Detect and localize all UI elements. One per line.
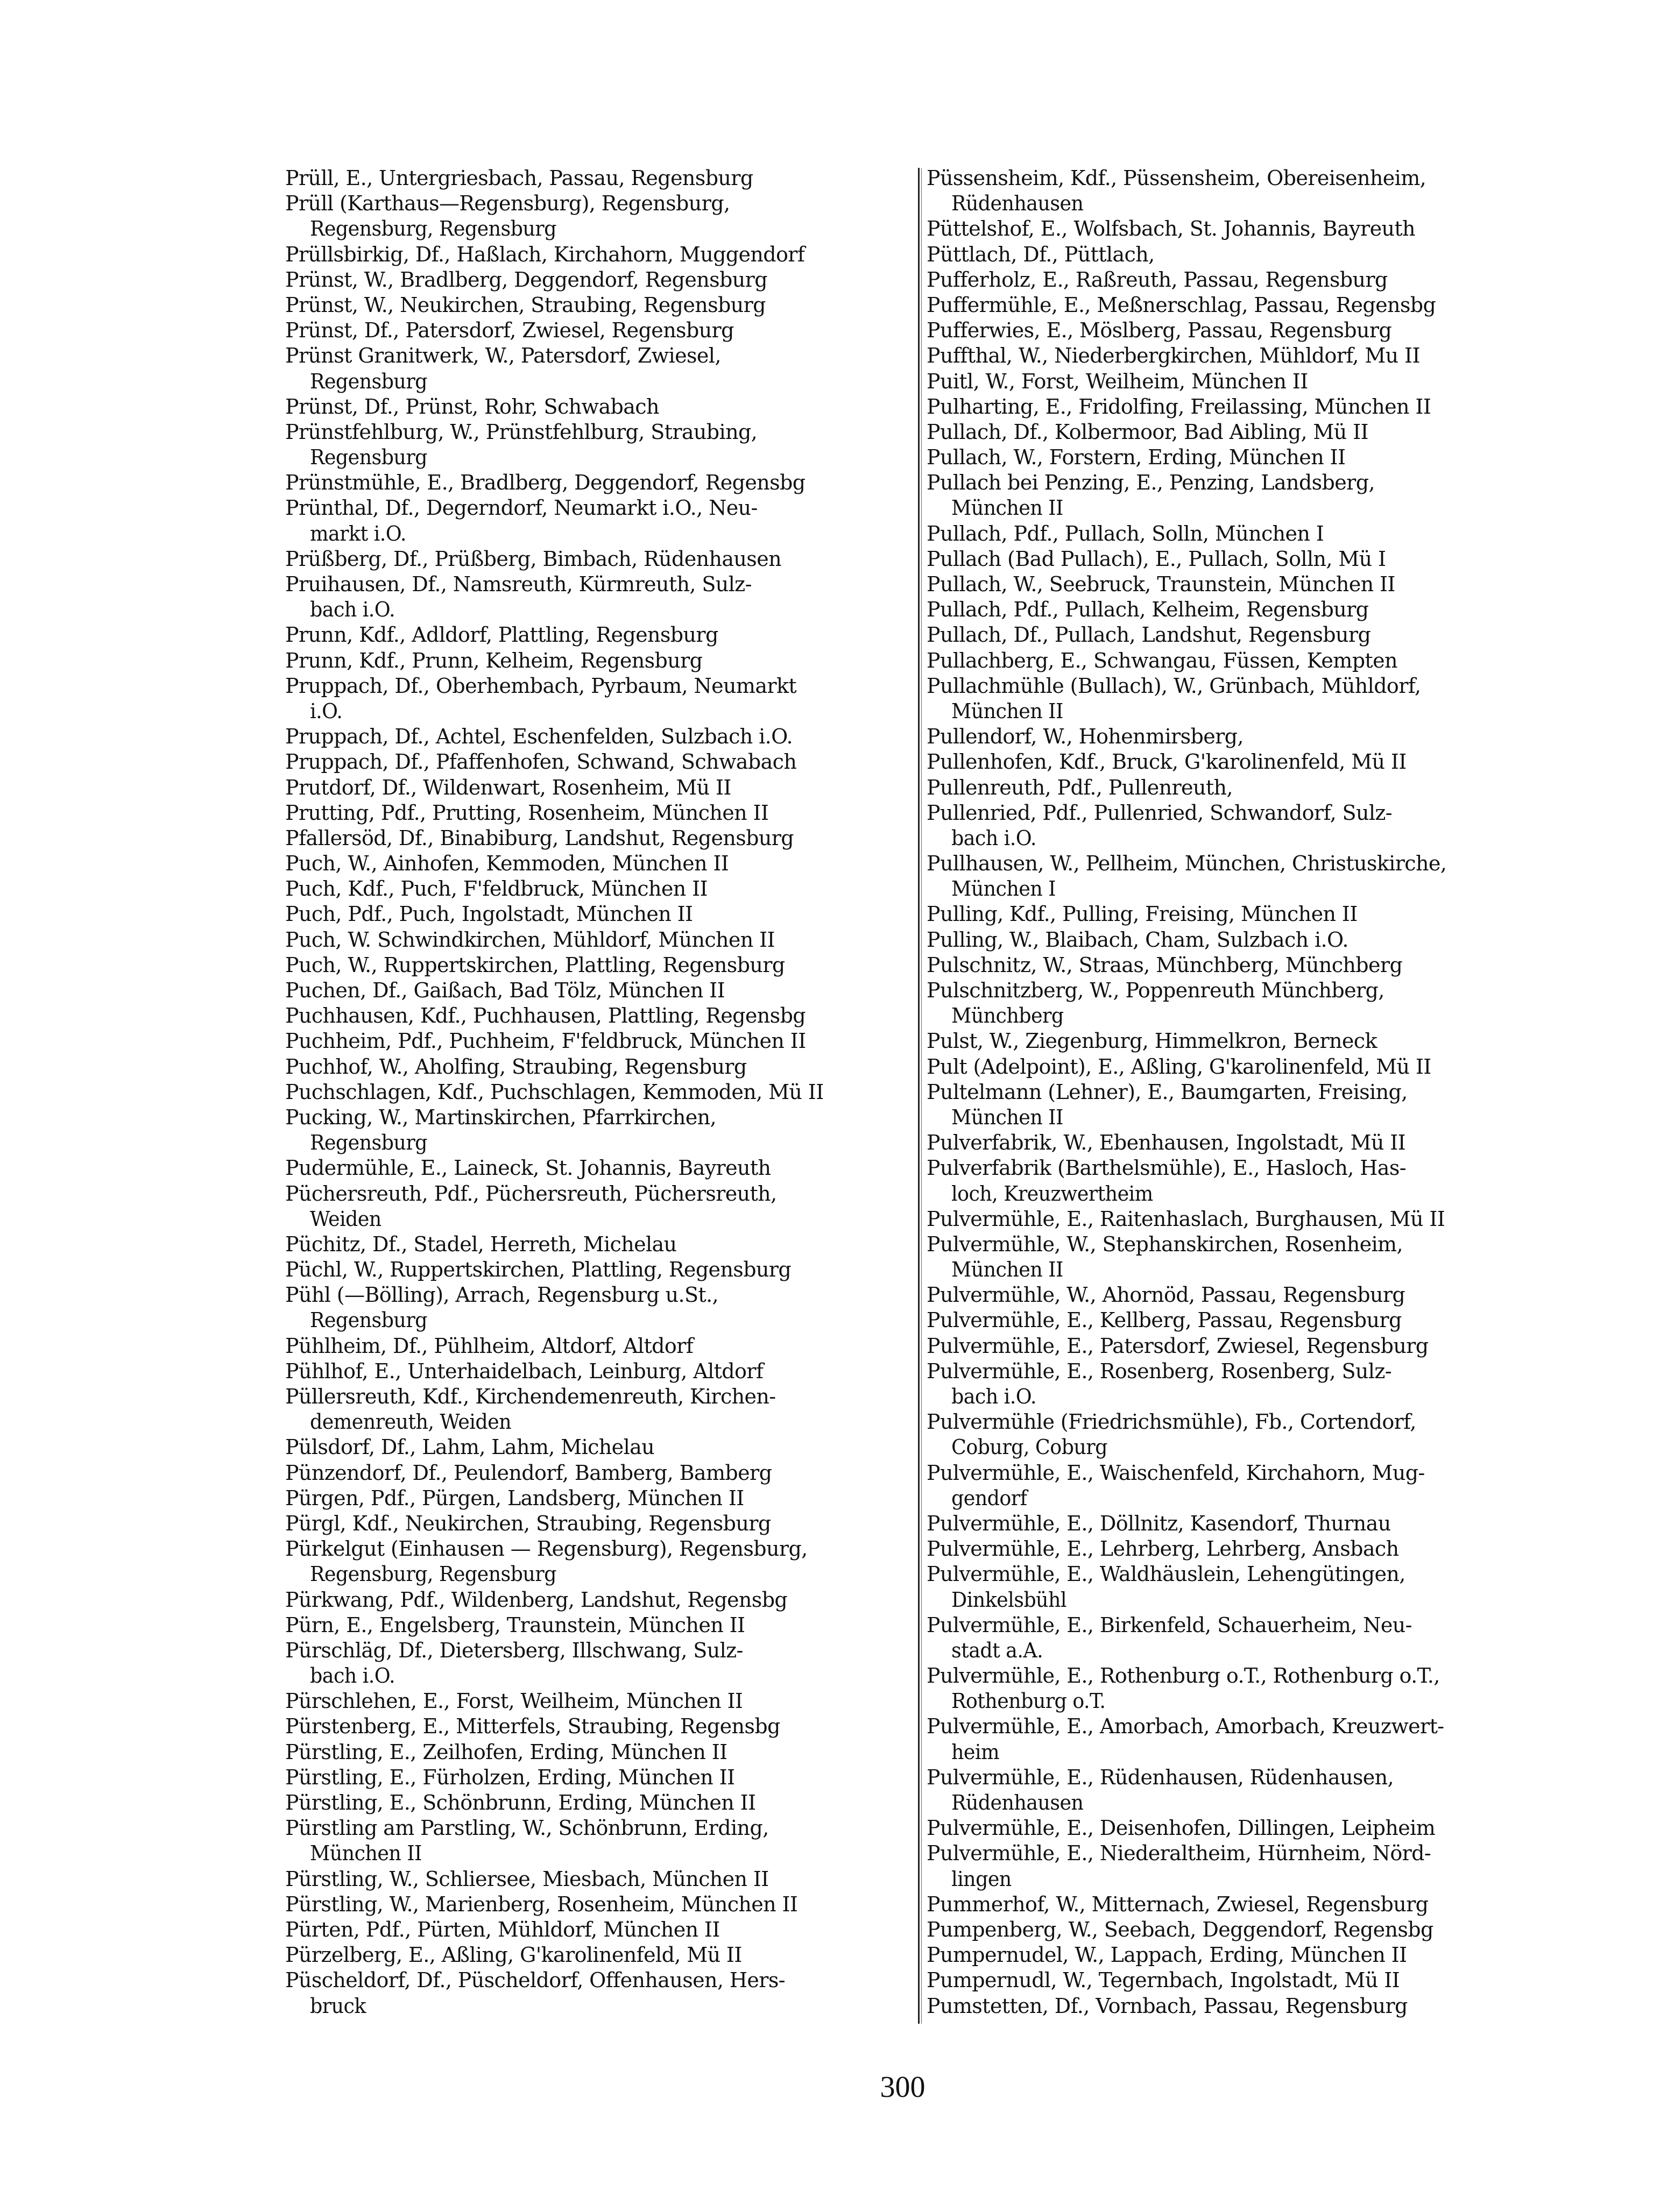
gazetteer-entry xyxy=(285,1942,917,1968)
entry-line: Pünzendorf, Df., Peulendorf, Bamberg, Bamberg xyxy=(285,1461,772,1485)
entry-line: Pullach, Df., Kolbermoor, Bad Aibling, Mü II xyxy=(927,420,1368,444)
entry-continuation-line: München II xyxy=(951,496,1063,520)
entry-continuation-line: München II xyxy=(951,699,1063,723)
entry-line: Pulling, Kdf., Pulling, Freising, München II xyxy=(927,902,1358,926)
entry-line: Püchitz, Df., Stadel, Herreth, Michelau xyxy=(285,1232,677,1256)
entry-line: Pummerhof, W., Mitternach, Zwiesel, Regensburg xyxy=(927,1892,1429,1916)
entry-line: Pudermühle, E., Laineck, St. Johannis, Bayreuth xyxy=(285,1156,771,1180)
entry-line: Prüllsbirkig, Df., Haßlach, Kirchahorn, Muggendorf xyxy=(285,242,805,266)
gazetteer-entry xyxy=(285,1080,917,1105)
gazetteer-entry xyxy=(927,749,1553,775)
entry-line: Pulvermühle, E., Deisenhofen, Dillingen, Leipheim xyxy=(927,1816,1436,1840)
gazetteer-entry xyxy=(927,978,1553,1029)
entry-continuation-line: bach i.O. xyxy=(951,1385,1036,1408)
entry-line: Pullach (Bad Pullach), E., Pullach, Solln, Mü I xyxy=(927,547,1386,571)
entry-continuation-line: München II xyxy=(310,1841,422,1866)
entry-line: Pürgen, Pdf., Pürgen, Landsberg, München II xyxy=(285,1486,744,1510)
entry-line: Pulvermühle, E., Waischenfeld, Kirchahorn, Mug- xyxy=(927,1461,1425,1485)
entry-line: Pruppach, Df., Pfaffenhofen, Schwand, Schwabach xyxy=(285,750,797,774)
entry-line: Pullenried, Pdf., Pullenried, Schwandorf, Sulz- xyxy=(927,800,1393,825)
gazetteer-entry xyxy=(927,369,1553,394)
entry-line: Pühlheim, Df., Pühlheim, Altdorf, Altdorf xyxy=(285,1334,694,1358)
gazetteer-entry xyxy=(285,775,917,800)
gazetteer-entry xyxy=(285,673,917,724)
entry-line: Pulst, W., Ziegenburg, Himmelkron, Berneck xyxy=(927,1029,1377,1053)
gazetteer-entry xyxy=(927,1663,1553,1714)
gazetteer-entry xyxy=(927,318,1553,343)
entry-line: Puffermühle, E., Meßnerschlag, Passau, Regensbg xyxy=(927,293,1436,317)
entry-line: Püscheldorf, Df., Püscheldorf, Offenhausen, Hers- xyxy=(285,1968,785,1993)
gazetteer-entry xyxy=(285,470,917,495)
entry-line: Pürstling, E., Schönbrunn, Erding, München II xyxy=(285,1791,756,1814)
entry-line: Pulverfabrik (Barthelsmühle), E., Hasloch, Has- xyxy=(927,1156,1406,1180)
gazetteer-entry xyxy=(927,572,1553,597)
entry-line: Pulharting, E., Fridolfing, Freilassing, München II xyxy=(927,394,1431,419)
entry-line: Pühlhof, E., Unterhaidelbach, Leinburg, Altdorf xyxy=(285,1359,764,1383)
entry-line: Pulvermühle, E., Raitenhaslach, Burghausen, Mü II xyxy=(927,1207,1445,1231)
gazetteer-entry xyxy=(927,242,1553,267)
entry-line: Pullach, Df., Pullach, Landshut, Regensburg xyxy=(927,623,1371,647)
gazetteer-entry xyxy=(927,1232,1553,1282)
entry-line: Pumpenberg, W., Seebach, Deggendorf, Regensbg xyxy=(927,1917,1433,1941)
gazetteer-entry xyxy=(285,420,917,470)
entry-line: Prünstfehlburg, W., Prünstfehlburg, Straubing, xyxy=(285,420,758,444)
right-column xyxy=(927,166,1553,2019)
entry-line: Pulvermühle, E., Birkenfeld, Schauerheim, Neu- xyxy=(927,1613,1412,1637)
entry-continuation-line: Regensburg, Regensburg xyxy=(310,1562,556,1586)
gazetteer-entry xyxy=(927,927,1553,953)
gazetteer-entry xyxy=(927,343,1553,368)
gazetteer-entry xyxy=(927,1334,1553,1359)
gazetteer-entry xyxy=(285,166,917,191)
entry-line: Prunn, Kdf., Adldorf, Plattling, Regensburg xyxy=(285,623,718,647)
gazetteer-entry xyxy=(285,495,917,546)
entry-line: Puch, Kdf., Puch, F'feldbruck, München II xyxy=(285,877,708,901)
gazetteer-entry xyxy=(285,800,917,826)
entry-continuation-line: Coburg, Coburg xyxy=(951,1435,1107,1459)
entry-line: Prünst, Df., Patersdorf, Zwiesel, Regensburg xyxy=(285,318,734,343)
gazetteer-entry xyxy=(285,1282,917,1333)
gazetteer-entry xyxy=(927,1461,1553,1511)
gazetteer-entry xyxy=(927,673,1553,724)
entry-continuation-line: Rüdenhausen xyxy=(951,1791,1084,1814)
entry-line: Pullenreuth, Pdf., Pullenreuth, xyxy=(927,775,1233,799)
entry-continuation-line: Weiden xyxy=(310,1207,382,1231)
gazetteer-entry xyxy=(927,902,1553,927)
gazetteer-entry xyxy=(927,1409,1553,1460)
entry-continuation-line: loch, Kreuzwertheim xyxy=(951,1181,1153,1206)
gazetteer-entry xyxy=(285,1486,917,1511)
entry-continuation-line: Regensburg xyxy=(310,445,427,470)
gazetteer-entry xyxy=(285,293,917,318)
gazetteer-entry xyxy=(285,1765,917,1790)
entry-line: Prutdorf, Df., Wildenwart, Rosenheim, Mü II xyxy=(285,775,731,799)
entry-line: Pullachberg, E., Schwangau, Füssen, Kempten xyxy=(927,648,1397,672)
gazetteer-entry xyxy=(285,318,917,343)
gazetteer-entry xyxy=(285,876,917,902)
gazetteer-entry xyxy=(927,775,1553,800)
entry-line: Puch, Pdf., Puch, Ingolstadt, München II xyxy=(285,902,693,926)
entry-line: Pürkwang, Pdf., Wildenberg, Landshut, Regensbg xyxy=(285,1587,788,1612)
entry-line: Pulvermühle, W., Ahornöd, Passau, Regensburg xyxy=(927,1283,1405,1307)
gazetteer-entry xyxy=(927,1130,1553,1155)
entry-line: Püllersreuth, Kdf., Kirchendemenreuth, Kirchen- xyxy=(285,1385,776,1408)
entry-line: Pürstling, E., Fürholzen, Erding, München II xyxy=(285,1765,735,1789)
entry-line: Pufferholz, E., Raßreuth, Passau, Regensburg xyxy=(927,267,1388,292)
entry-line: Prünthal, Df., Degerndorf, Neumarkt i.O., Neu- xyxy=(285,496,758,520)
entry-continuation-line: Regensburg xyxy=(310,369,427,393)
gazetteer-entry xyxy=(927,1511,1553,1536)
gazetteer-entry xyxy=(927,724,1553,749)
gazetteer-entry xyxy=(927,267,1553,293)
gazetteer-entry xyxy=(285,1714,917,1739)
gazetteer-entry xyxy=(285,191,917,242)
gazetteer-entry xyxy=(927,953,1553,978)
gazetteer-entry xyxy=(285,267,917,293)
entry-continuation-line: München I xyxy=(951,877,1056,901)
entry-line: Pruppach, Df., Oberhembach, Pyrbaum, Neumarkt xyxy=(285,673,797,698)
gazetteer-entry xyxy=(927,1841,1553,1891)
gazetteer-entry xyxy=(927,1942,1553,1968)
gazetteer-entry xyxy=(285,1334,917,1359)
column-divider xyxy=(918,168,920,2024)
entry-line: Puffthal, W., Niederbergkirchen, Mühldorf, Mu II xyxy=(927,344,1420,368)
gazetteer-entry xyxy=(285,1257,917,1282)
gazetteer-entry xyxy=(927,166,1553,216)
gazetteer-entry xyxy=(285,978,917,1003)
gazetteer-entry xyxy=(285,1461,917,1486)
entry-line: Pullach, Pdf., Pullach, Solln, München I xyxy=(927,521,1324,545)
gazetteer-entry xyxy=(285,1029,917,1054)
entry-continuation-line: München II xyxy=(951,1258,1063,1282)
entry-line: Prüll, E., Untergriesbach, Passau, Regensburg xyxy=(285,166,753,190)
entry-line: Pult (Adelpoint), E., Aßling, G'karolinenfeld, Mü II xyxy=(927,1054,1431,1079)
entry-line: Pullach, Pdf., Pullach, Kelheim, Regensburg xyxy=(927,598,1369,622)
gazetteer-entry xyxy=(927,1207,1553,1232)
entry-line: Pülsdorf, Df., Lahm, Lahm, Michelau xyxy=(285,1435,655,1459)
entry-continuation-line: bach i.O. xyxy=(310,598,395,622)
gazetteer-entry xyxy=(285,1867,917,1892)
entry-line: Pürschlehen, E., Forst, Weilheim, München II xyxy=(285,1689,743,1713)
entry-line: Prünst, W., Neukirchen, Straubing, Regensburg xyxy=(285,293,766,317)
gazetteer-entry xyxy=(927,470,1553,521)
entry-continuation-line: bruck xyxy=(310,1994,366,2018)
entry-line: Prünst, W., Bradlberg, Deggendorf, Regensburg xyxy=(285,267,767,292)
gazetteer-entry xyxy=(285,851,917,876)
entry-continuation-line: Rothenburg o.T. xyxy=(951,1689,1106,1713)
entry-continuation-line: München II xyxy=(951,1105,1063,1129)
entry-line: Pullenhofen, Kdf., Bruck, G'karolinenfeld, Mü II xyxy=(927,750,1407,774)
gazetteer-entry xyxy=(285,953,917,978)
gazetteer-entry xyxy=(927,1155,1553,1206)
entry-line: Prüll (Karthaus—Regensburg), Regensburg, xyxy=(285,192,730,216)
gazetteer-entry xyxy=(927,1917,1553,1942)
gazetteer-entry xyxy=(927,420,1553,445)
entry-line: Prunn, Kdf., Prunn, Kelheim, Regensburg xyxy=(285,648,703,672)
entry-line: Pruppach, Df., Achtel, Eschenfelden, Sulzbach i.O. xyxy=(285,725,793,749)
entry-continuation-line: demenreuth, Weiden xyxy=(310,1410,512,1434)
entry-line: Pucking, W., Martinskirchen, Pfarrkirchen, xyxy=(285,1105,717,1129)
entry-continuation-line: Dinkelsbühl xyxy=(951,1587,1066,1612)
gazetteer-entry xyxy=(927,293,1553,318)
gazetteer-entry xyxy=(285,1105,917,1155)
entry-continuation-line: Regensburg, Regensburg xyxy=(310,217,556,241)
entry-line: Pulvermühle, E., Lehrberg, Lehrberg, Ansbach xyxy=(927,1537,1399,1561)
gazetteer-entry xyxy=(927,1054,1553,1080)
gazetteer-entry xyxy=(927,547,1553,572)
entry-continuation-line: Regensburg xyxy=(310,1308,427,1332)
gazetteer-entry xyxy=(927,1080,1553,1130)
gazetteer-entry xyxy=(285,1384,917,1435)
entry-line: Pumpernudel, W., Lappach, Erding, München II xyxy=(927,1943,1407,1967)
entry-line: Puchschlagen, Kdf., Puchschlagen, Kemmoden, Mü II xyxy=(285,1080,824,1104)
entry-line: Puch, W., Ainhofen, Kemmoden, München II xyxy=(285,852,729,876)
gazetteer-entry xyxy=(285,826,917,851)
gazetteer-entry xyxy=(927,445,1553,470)
gazetteer-entry xyxy=(927,1029,1553,1054)
entry-line: Pumpernudl, W., Tegernbach, Ingolstadt, Mü II xyxy=(927,1968,1400,1993)
gazetteer-entry xyxy=(285,927,917,953)
gazetteer-entry xyxy=(285,1689,917,1714)
entry-line: Pulling, W., Blaibach, Cham, Sulzbach i.O. xyxy=(927,927,1348,952)
entry-continuation-line: lingen xyxy=(951,1867,1012,1891)
entry-line: Püchersreuth, Pdf., Püchersreuth, Püchersreuth, xyxy=(285,1181,777,1206)
gazetteer-entry xyxy=(285,1638,917,1689)
gazetteer-entry xyxy=(927,1765,1553,1816)
entry-line: Püchl, W., Ruppertskirchen, Plattling, Regensburg xyxy=(285,1258,792,1282)
entry-line: Pürzelberg, E., Aßling, G'karolinenfeld, Mü II xyxy=(285,1943,742,1967)
gazetteer-entry xyxy=(285,1232,917,1257)
gazetteer-entry xyxy=(285,1587,917,1613)
entry-continuation-line: Münchberg xyxy=(951,1004,1064,1028)
gazetteer-entry xyxy=(285,1816,917,1866)
entry-line: Pürn, E., Engelsberg, Traunstein, München II xyxy=(285,1613,745,1637)
entry-line: Pürschläg, Df., Dietersberg, Illschwang, Sulz- xyxy=(285,1638,743,1662)
entry-line: Prünst Granitwerk, W., Patersdorf, Zwiesel, xyxy=(285,344,721,368)
entry-line: Pürstling am Parstling, W., Schönbrunn, Erding, xyxy=(285,1816,769,1840)
gazetteer-entry xyxy=(927,521,1553,547)
gazetteer-entry xyxy=(285,1740,917,1765)
gazetteer-entry xyxy=(927,394,1553,420)
gazetteer-entry xyxy=(285,1435,917,1460)
gazetteer-entry xyxy=(927,1714,1553,1764)
gazetteer-entry xyxy=(927,1613,1553,1663)
gazetteer-entry xyxy=(285,1968,917,2018)
entry-line: Pufferwies, E., Möslberg, Passau, Regensburg xyxy=(927,318,1392,343)
entry-line: Pullach, W., Forstern, Erding, München II xyxy=(927,445,1346,470)
gazetteer-entry xyxy=(927,1968,1553,1993)
gazetteer-entry xyxy=(285,343,917,394)
entry-line: Pumstetten, Df., Vornbach, Passau, Regensburg xyxy=(927,1994,1408,2018)
entry-continuation-line: Rüdenhausen xyxy=(951,192,1084,216)
gazetteer-entry xyxy=(285,648,917,673)
entry-line: Pürstling, E., Zeilhofen, Erding, München II xyxy=(285,1740,727,1764)
entry-continuation-line: bach i.O. xyxy=(310,1664,395,1688)
entry-line: Puchen, Df., Gaißach, Bad Tölz, München II xyxy=(285,979,725,1002)
gazetteer-entry xyxy=(285,622,917,648)
gazetteer-entry xyxy=(927,597,1553,622)
entry-line: Püssensheim, Kdf., Püssensheim, Obereisenheim, xyxy=(927,166,1426,190)
gazetteer-entry xyxy=(285,1511,917,1536)
entry-line: Puchheim, Pdf., Puchheim, F'feldbruck, München II xyxy=(285,1029,806,1053)
gazetteer-entry xyxy=(927,1359,1553,1409)
entry-line: Pürten, Pdf., Pürten, Mühldorf, München II xyxy=(285,1917,720,1941)
gazetteer-entry xyxy=(927,1308,1553,1333)
entry-line: Pulvermühle, E., Kellberg, Passau, Regensburg xyxy=(927,1308,1402,1332)
gazetteer-entry xyxy=(285,1790,917,1816)
left-column xyxy=(285,166,917,2019)
entry-line: Pullachmühle (Bullach), W., Grünbach, Mühldorf, xyxy=(927,673,1421,698)
gazetteer-entry xyxy=(927,1282,1553,1308)
entry-line: Pulvermühle, W., Stephanskirchen, Rosenheim, xyxy=(927,1232,1403,1256)
entry-continuation-line: markt i.O. xyxy=(310,521,406,545)
gazetteer-entry xyxy=(285,1536,917,1587)
entry-line: Püttelshof, E., Wolfsbach, St. Johannis, Bayreuth xyxy=(927,217,1415,241)
gazetteer-entry xyxy=(285,1155,917,1181)
gazetteer-entry xyxy=(927,851,1553,902)
entry-line: Pürgl, Kdf., Neukirchen, Straubing, Regensburg xyxy=(285,1511,771,1535)
entry-line: Prünst, Df., Prünst, Rohr, Schwabach xyxy=(285,394,659,419)
gazetteer-entry xyxy=(285,1892,917,1917)
entry-line: Pullendorf, W., Hohenmirsberg, xyxy=(927,725,1244,749)
gazetteer-entry xyxy=(285,1613,917,1638)
entry-line: Pürstling, W., Marienberg, Rosenheim, München II xyxy=(285,1892,798,1916)
gazetteer-entry xyxy=(285,1054,917,1080)
entry-line: Prünstmühle, E., Bradlberg, Deggendorf, Regensbg xyxy=(285,471,806,495)
entry-line: Puch, W. Schwindkirchen, Mühldorf, München II xyxy=(285,927,775,952)
column-divider-inner xyxy=(921,168,922,2024)
gazetteer-entry xyxy=(927,1816,1553,1841)
entry-line: Pfallersöd, Df., Binabiburg, Landshut, Regensburg xyxy=(285,826,794,850)
gazetteer-entry xyxy=(927,800,1553,851)
entry-line: Pulverfabrik, W., Ebenhausen, Ingolstadt, Mü II xyxy=(927,1131,1406,1155)
entry-line: Pulvermühle, E., Amorbach, Amorbach, Kreuzwert- xyxy=(927,1714,1444,1739)
entry-line: Pürstenberg, E., Mitterfels, Straubing, Regensbg xyxy=(285,1714,780,1739)
entry-line: Puch, W., Ruppertskirchen, Plattling, Regensburg xyxy=(285,953,785,977)
gazetteer-entry xyxy=(927,1562,1553,1612)
gazetteer-entry xyxy=(927,1892,1553,1917)
entry-line: Prüßberg, Df., Prüßberg, Bimbach, Rüdenhausen xyxy=(285,547,781,571)
entry-line: Pürstling, W., Schliersee, Miesbach, München II xyxy=(285,1867,769,1891)
page-number: 300 xyxy=(880,2071,926,2104)
gazetteer-entry xyxy=(927,1536,1553,1562)
entry-line: Prutting, Pdf., Prutting, Rosenheim, München II xyxy=(285,800,769,825)
gazetteer-entry xyxy=(927,622,1553,648)
entry-line: Pullach, W., Seebruck, Traunstein, München II xyxy=(927,572,1395,596)
gazetteer-entry xyxy=(285,1003,917,1029)
entry-line: Pulschnitz, W., Straas, Münchberg, Münchberg xyxy=(927,953,1403,977)
entry-line: Pullach bei Penzing, E., Penzing, Landsberg, xyxy=(927,471,1375,495)
entry-continuation-line: stadt a.A. xyxy=(951,1638,1043,1662)
entry-continuation-line: i.O. xyxy=(310,699,343,723)
gazetteer-entry xyxy=(285,1359,917,1384)
entry-continuation-line: bach i.O. xyxy=(951,826,1036,850)
gazetteer-entry xyxy=(285,749,917,775)
gazetteer-entry xyxy=(285,1917,917,1942)
entry-line: Pulvermühle, E., Patersdorf, Zwiesel, Regensburg xyxy=(927,1334,1429,1358)
entry-line: Pruihausen, Df., Namsreuth, Kürmreuth, Sulz- xyxy=(285,572,752,596)
entry-line: Pulvermühle (Friedrichsmühle), Fb., Cortendorf, xyxy=(927,1410,1416,1434)
entry-line: Pürkelgut (Einhausen — Regensburg), Regensburg, xyxy=(285,1537,808,1561)
entry-line: Pultelmann (Lehner), E., Baumgarten, Freising, xyxy=(927,1080,1408,1104)
entry-line: Pühl (—Bölling), Arrach, Regensburg u.St., xyxy=(285,1283,719,1307)
entry-line: Pulvermühle, E., Rosenberg, Rosenberg, Sulz- xyxy=(927,1359,1392,1383)
entry-line: Pulvermühle, E., Rothenburg o.T., Rothenburg o.T., xyxy=(927,1664,1440,1688)
entry-line: Pulschnitzberg, W., Poppenreuth Münchberg, xyxy=(927,979,1384,1002)
gazetteer-entry xyxy=(285,572,917,622)
gazetteer-entry xyxy=(927,216,1553,242)
entry-continuation-line: Regensburg xyxy=(310,1131,427,1155)
entry-line: Puchhof, W., Aholfing, Straubing, Regensburg xyxy=(285,1054,747,1079)
entry-line: Püttlach, Df., Püttlach, xyxy=(927,242,1155,266)
entry-line: Pulvermühle, E., Rüdenhausen, Rüdenhausen, xyxy=(927,1765,1394,1789)
gazetteer-entry xyxy=(285,242,917,267)
entry-continuation-line: gendorf xyxy=(951,1486,1027,1510)
gazetteer-entry xyxy=(927,648,1553,673)
entry-line: Puchhausen, Kdf., Puchhausen, Plattling, Regensbg xyxy=(285,1004,806,1028)
entry-line: Pulvermühle, E., Niederaltheim, Hürnheim, Nörd- xyxy=(927,1841,1431,1866)
gazetteer-entry xyxy=(927,1994,1553,2019)
entry-line: Pulvermühle, E., Döllnitz, Kasendorf, Thurnau xyxy=(927,1511,1391,1535)
entry-line: Pullhausen, W., Pellheim, München, Christuskirche, xyxy=(927,852,1447,876)
gazetteer-entry xyxy=(285,394,917,420)
gazetteer-entry xyxy=(285,724,917,749)
entry-line: Pulvermühle, E., Waldhäuslein, Lehengütingen, xyxy=(927,1562,1405,1586)
gazetteer-entry xyxy=(285,1181,917,1232)
gazetteer-entry xyxy=(285,902,917,927)
gazetteer-entry xyxy=(285,547,917,572)
entry-line: Puitl, W., Forst, Weilheim, München II xyxy=(927,369,1308,393)
entry-continuation-line: heim xyxy=(951,1740,999,1764)
